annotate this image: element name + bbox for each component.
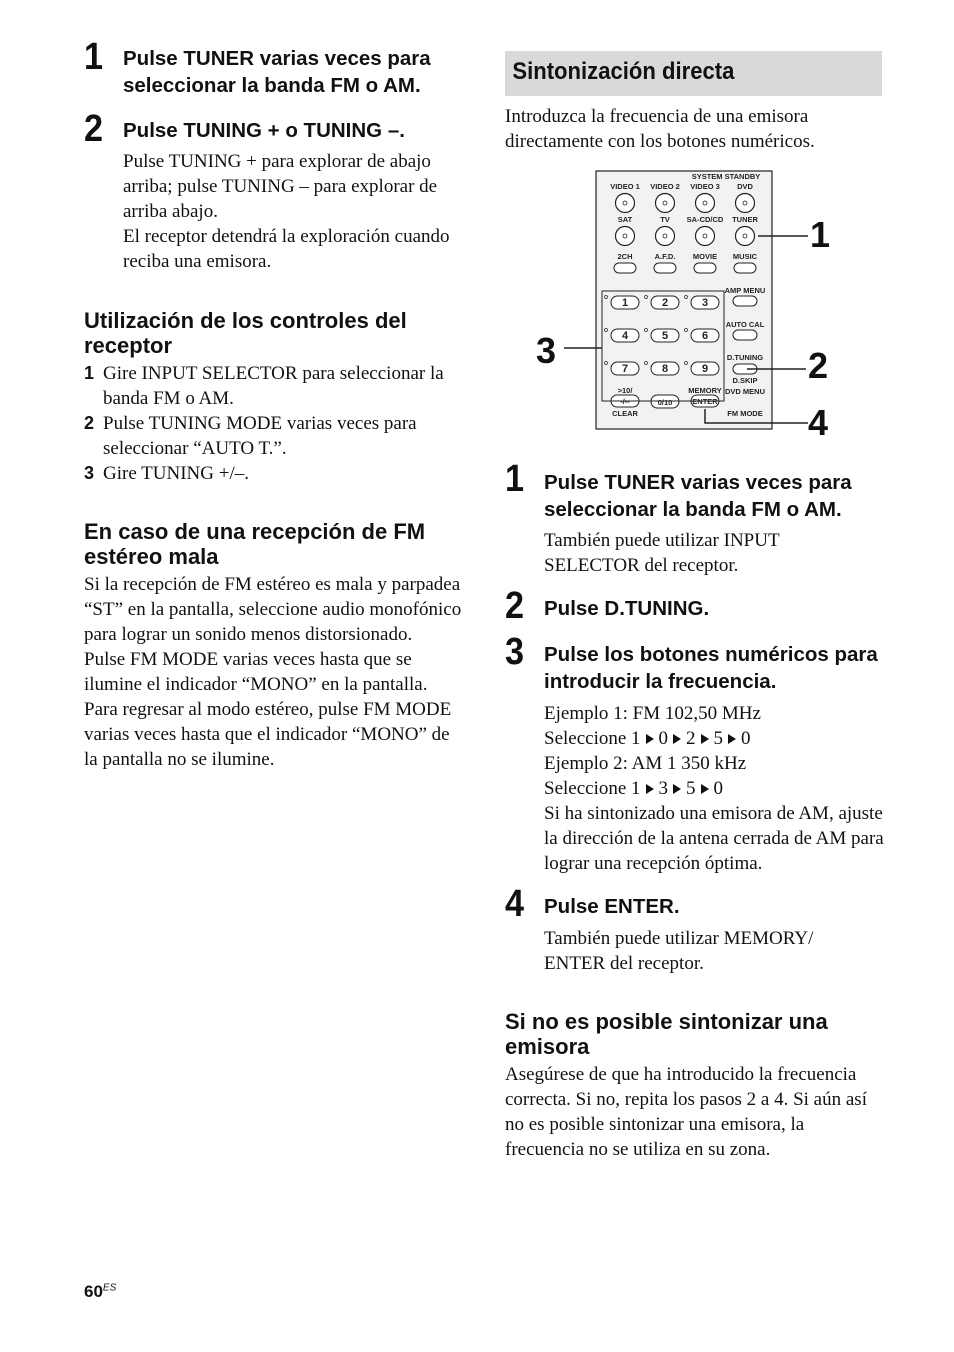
example-line: Ejemplo 2: AM 1 350 kHz [544,753,747,774]
arrow-icon [701,734,709,744]
remote-button [616,227,635,246]
remote-button [656,227,675,246]
step-title: Pulse D.TUNING. [544,597,710,620]
section-title: Sintonización directa [512,58,735,85]
remote-key-label: 6 [701,330,709,342]
remote-button-label: VIDEO 1 [610,182,640,191]
callout-number: 3 [536,330,557,371]
remote-button [614,263,636,273]
remote-key-label: 4 [621,330,629,342]
sequence-digit: 5 [713,728,724,749]
step-title: Pulse ENTER. [544,895,680,918]
sequence-digit: 1 [631,728,641,749]
sequence-digit: 3 [658,778,669,799]
remote-side-label: FM MODE [727,409,763,418]
paragraph: Si la recepción de FM estéreo es mala y parpadea “ST” en la pantalla, seleccione audio monofónico para lograr un sonido menos distorsionado. [84,574,462,645]
page-number [84,1282,116,1302]
remote-button [733,296,757,306]
remote-button [696,194,715,213]
sequence-line [544,726,889,751]
list-text: Pulse TUNING MODE varias veces para seleccionar “AUTO T.”. [103,413,417,459]
remote-key-label: 5 [661,330,669,342]
sequence-digit: 5 [686,778,696,799]
arrow-icon [646,784,654,794]
list-item [84,361,464,411]
remote-key-label: 7 [621,363,629,375]
callout-number: 2 [808,345,829,386]
arrow-icon [728,734,736,744]
sequence-digit: 0 [741,728,751,749]
remote-button-label: A.F.D. [654,252,676,261]
remote-button-label: TUNER [732,215,758,224]
remote-side-label: D.SKIP [732,376,758,385]
step-number: 2 [84,108,104,150]
page-number-suffix: ES [102,1282,117,1294]
step-number: 4 [505,883,525,925]
list-number: 3 [84,463,95,483]
step-title: Pulse los botones numéricos para introducir la frecuencia. [544,643,878,693]
remote-button-label: VIDEO 2 [650,182,680,191]
remote-button-label: MOVIE [692,252,718,261]
arrow-icon [646,734,654,744]
step-title: Pulse TUNER varias veces para seleccionar la banda FM o AM. [123,47,431,97]
step-number: 3 [505,631,525,673]
step-body: También puede utilizar MEMORY/ ENTER del receptor. [544,928,814,974]
remote-button-label: MUSIC [732,252,758,261]
callout-number: 4 [808,402,829,435]
page-number-value: 60 [84,1282,103,1301]
remote-button-label: VIDEO 3 [690,182,720,191]
paragraph: Pulse TUNING + para explorar de abajo arriba; pulse TUNING – para explorar de arriba abajo. [123,151,438,222]
section-heading: Utilización de los controles del receptor [84,308,407,358]
remote-key-label: -/-- [620,397,630,406]
list-text: Gire INPUT SELECTOR para seleccionar la banda FM o AM. [103,363,444,409]
remote-key-label: 3 [701,297,709,309]
remote-side-label: AMP MENU [724,286,766,295]
numbered-list [84,361,464,486]
example-line: Ejemplo 1: FM 102,50 MHz [544,703,761,724]
remote-button [696,227,715,246]
list-item [84,411,464,461]
step-number: 2 [505,585,525,627]
list-item [84,461,464,486]
section-body [84,572,464,772]
remote-button-label: SA-CD/CD [686,215,724,224]
paragraph: El receptor detendrá la exploración cuando reciba una emisora. [123,226,450,272]
remote-key-label: 0/10 [657,398,673,407]
arrow-icon [701,784,709,794]
intro-text: Introduzca la frecuencia de una emisora directamente con los botones numéricos. [505,106,815,152]
remote-button-label: DVD [737,182,753,191]
step-body [123,149,468,274]
remote-key-label: 8 [661,363,669,375]
section-heading: Si no es posible sintonizar una emisora [505,1009,828,1059]
step-number: 1 [84,36,104,78]
callout-number: 1 [810,214,831,255]
remote-button [616,194,635,213]
remote-button [654,263,676,273]
paragraph: Pulse FM MODE varias veces hasta que se ilumine el indicador “MONO” en la pantalla. Para regresar al modo estéreo, pulse FM MODE varias veces hasta que el indicador “MONO” de la pantalla no se ilumine. [84,649,452,770]
step-title: Pulse TUNING + o TUNING –. [123,119,405,142]
sequence-digit: 0 [713,778,724,799]
section-title-bar [505,51,882,96]
remote-button [733,330,757,340]
remote-button-label: MEMORY [688,386,722,395]
sequence-label: Seleccione [544,778,627,799]
step-number: 1 [505,458,525,500]
arrow-icon [673,784,681,794]
remote-button-label: SAT [617,215,633,224]
remote-key-label: ENTER [692,397,718,406]
remote-button-label: CLEAR [612,409,638,418]
step-title: Pulse TUNER varias veces para seleccionar la banda FM o AM. [544,471,852,521]
list-number: 1 [84,363,95,383]
sequence-digit: 2 [686,728,696,749]
remote-button [736,194,755,213]
list-text: Gire TUNING +/–. [103,463,249,484]
remote-key-label: 1 [621,297,629,309]
remote-label: SYSTEM STANDBY [691,172,761,181]
remote-side-label: DVD MENU [724,387,766,396]
sequence-label: Seleccione [544,728,627,749]
remote-button [694,263,716,273]
remote-button-label: >10/ [617,386,633,395]
remote-button [736,227,755,246]
section-heading: En caso de una recepción de FM estéreo mala [84,519,426,569]
remote-side-label: D.TUNING [726,353,764,362]
remote-button [656,194,675,213]
step-body [544,701,889,876]
arrow-icon [673,734,681,744]
list-number: 2 [84,413,95,433]
remote-button [734,263,756,273]
paragraph: Si ha sintonizado una emisora de AM, ajuste la dirección de la antena cerrada de AM para lograr una recepción óptima. [544,803,884,874]
section-body: Asegúrese de que ha introducido la frecuencia correcta. Si no, repita los pasos 2 a 4. Si aún así no es posible sintonizar una emisora, la frecuencia no se utiliza en su zona. [505,1064,867,1160]
sequence-digit: 0 [658,728,669,749]
remote-key-label: 9 [701,363,709,375]
remote-button-label: TV [660,215,670,224]
sequence-digit: 1 [631,778,641,799]
remote-button-label: 2CH [617,252,633,261]
remote-key-label: 2 [661,297,669,309]
remote-side-label: AUTO CAL [725,320,765,329]
sequence-line [544,776,889,801]
remote-control-illustration [530,165,860,435]
step-body: También puede utilizar INPUT SELECTOR del receptor. [544,530,780,576]
